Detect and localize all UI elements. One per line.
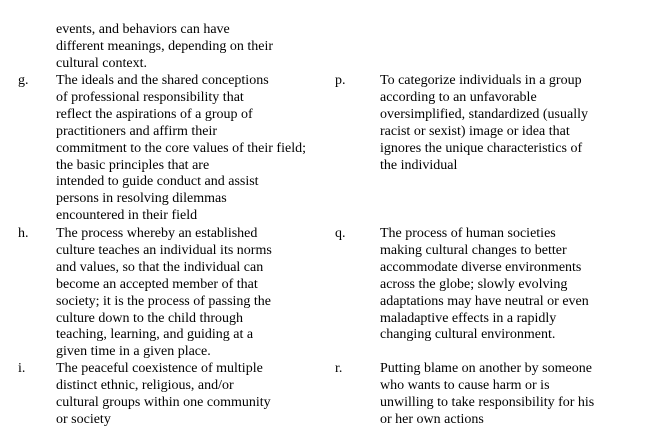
definition-line: who wants to cause harm or is [380, 377, 550, 393]
definition-r [380, 361, 594, 429]
definition-line: oversimplified, standardized (usually [380, 106, 588, 122]
definition-i [56, 361, 271, 429]
definition-line: teaching, learning, and guiding at a [56, 327, 254, 343]
definition-line: unwilling to take responsibility for his [380, 394, 595, 410]
definition-line: The peaceful coexistence of multiple [56, 361, 263, 376]
definition-q [380, 226, 589, 344]
definition-line: changing cultural environment. [380, 327, 556, 343]
definition-line: commitment to the core values of their field; [56, 140, 306, 156]
definition-line: society; it is the process of passing the [56, 293, 272, 309]
definition-line: events, and behaviors can have [56, 22, 230, 37]
definition-line: given time in a given place. [56, 344, 211, 360]
definition-line: persons in resolving dilemmas [56, 191, 227, 207]
definition-line: ignores the unique characteristics of [380, 140, 583, 156]
definition-line: cultural context. [56, 55, 147, 71]
definition-line: Putting blame on another by someone [380, 361, 592, 376]
definition-line: or her own actions [380, 411, 484, 427]
definition-line: cultural groups within one community [56, 394, 271, 410]
entry-letter-r: r. [335, 361, 343, 376]
definition-line: across the globe; slowly evolving [380, 276, 568, 292]
definition-line: become an accepted member of that [56, 276, 258, 292]
definition-line: the basic principles that are [56, 157, 210, 173]
definition-line: culture down to the child through [56, 310, 244, 326]
definition-continued [56, 22, 273, 73]
definition-line: racist or sexist) image or idea that [380, 123, 570, 139]
definition-line: and values, so that the individual can [56, 259, 264, 275]
definition-line: according to an unfavorable [380, 89, 537, 105]
entry-letter-p: p. [335, 73, 346, 88]
definition-g [56, 73, 306, 225]
definition-line: encountered in their field [56, 208, 198, 224]
definition-h [56, 226, 272, 361]
entry-letter-i: i. [18, 361, 26, 376]
definition-line: different meanings, depending on their [56, 38, 274, 54]
definition-line: of professional responsibility that [56, 89, 244, 105]
definition-line: practitioners and affirm their [56, 123, 218, 139]
definition-line: reflect the aspirations of a group of [56, 106, 253, 122]
definition-line: culture teaches an individual its norms [56, 242, 272, 258]
definition-line: or society [56, 411, 111, 427]
entry-letter-g: g. [18, 73, 29, 88]
definition-line: distinct ethnic, religious, and/or [56, 377, 234, 393]
definition-line: adaptations may have neutral or even [380, 293, 589, 309]
entry-letter-q: q. [335, 226, 346, 241]
definition-line: making cultural changes to better [380, 242, 567, 258]
definition-line: accommodate diverse environments [380, 259, 582, 275]
definition-line: maladaptive effects in a rapidly [380, 310, 557, 326]
definition-p [380, 73, 588, 174]
definition-line: the individual [380, 157, 458, 173]
definition-line: The ideals and the shared conceptions [56, 73, 269, 88]
definition-line: intended to guide conduct and assist [56, 174, 259, 190]
definition-line: The process whereby an established [56, 226, 258, 241]
entry-letter-h: h. [18, 226, 29, 241]
definition-line: The process of human societies [380, 226, 556, 241]
definition-line: To categorize individuals in a group [380, 73, 582, 88]
